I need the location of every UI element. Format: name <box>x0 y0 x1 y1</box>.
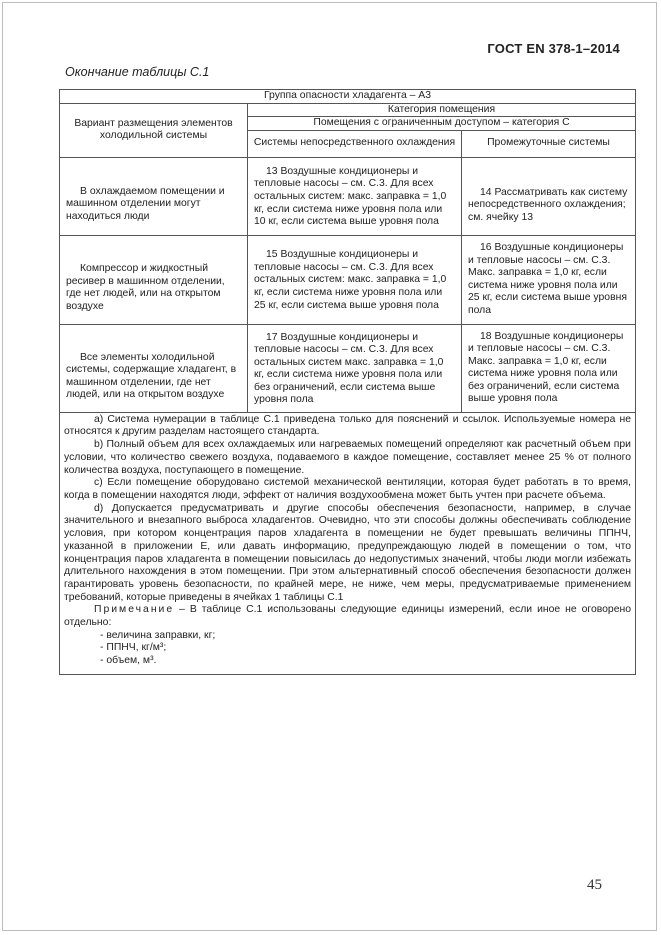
table-footnotes <box>60 412 636 674</box>
intermediate-cell: 14 Рассматривать как систему непосредственного охлаждения; см. ячейку 13 <box>462 157 636 235</box>
unit-item: - объем, м³. <box>100 655 157 667</box>
standard-designation: ГОСТ EN 378-1–2014 <box>487 41 620 56</box>
document-page <box>2 2 657 931</box>
group-header: Группа опасности хладагента – А3 <box>60 90 636 104</box>
variant-cell: Все элементы холодильной системы, содержащие хладагент, в машинном отделении, где нет людей, или на открытом воздухе <box>60 324 248 412</box>
unit-item: - ППНЧ, кг/м³; <box>100 642 167 654</box>
variant-cell: Компрессор и жидкостный ресивер в машинном отделении, где нет людей, или на открытом воздухе <box>60 235 248 324</box>
note-label: Примечание <box>94 604 175 616</box>
table-row <box>60 235 636 324</box>
direct-cooling-cell: 17 Воздушные кондиционеры и тепловые насосы – см. С.3. Для всех остальных систем макс. заправка = 1,0 кг, если система ниже уровня пола или без ограничений, если система выше уровня пола <box>248 324 462 412</box>
variant-column-header: Вариант размещения элементов холодильной системы <box>60 103 248 157</box>
note-text: – В таблице С.1 использованы следующие единицы измерений, если иное не оговорено отдельно: <box>64 604 631 629</box>
refrigerant-table <box>59 89 636 675</box>
footnote-c: с) Если помещение оборудовано системой механической вентиляции, которая будет работать в то время, когда в помещении находятся люди, эффект от наличия воздухообмена может быть учтен при расчете объема. <box>64 477 631 501</box>
table-continuation-title: Окончание таблицы С.1 <box>65 65 210 79</box>
group-header-row <box>60 90 636 104</box>
intermediate-cell: 16 Воздушные кондиционеры и тепловые насосы – см. С.3. Макс. заправка = 1,0 кг, если система ниже уровня пола или 25 кг, если система выше уровня пола <box>462 235 636 324</box>
intermediate-header: Промежуточные системы <box>462 130 636 157</box>
direct-cooling-header: Системы непосредственного охлаждения <box>248 130 462 157</box>
table-row <box>60 324 636 412</box>
limited-access-header: Помещения с ограниченным доступом – категория С <box>248 117 636 131</box>
footnote-d: d) Допускается предусматривать и другие способы обеспечения безопасности, например, в случае значительного и внезапного выброса хладагентов. Очевидно, что эти способы должны обеспечивать соблюдение условия, при котором концентрация паров хладагента в помещении не будет превышать величины ППНЧ, указанной в приложении Е, или давать информацию, предупреждающую людей в помещении о том, что концентрация паров хладагента в помещении повысилась до недопустимых значений, чтобы люди могли избежать длительного нахождения в этом помещении. При этом альтернативный способ обеспечения безопасности должен гарантировать уровень безопасности, по крайней мере, не ниже, чем меры, предусматриваемые применением требований, которые приведены в ячейках 1 таблицы С.1 <box>64 502 631 603</box>
table-row <box>60 157 636 235</box>
intermediate-cell: 18 Воздушные кондиционеры и тепловые насосы – см. С.3. Макс. заправка = 1,0 кг, если система ниже уровня пола или без ограничений, если система выше уровня пола <box>462 324 636 412</box>
note <box>64 604 631 629</box>
footnote-a: а) Система нумерации в таблице С.1 приведена только для пояснений и ссылок. Используемые номера не относятся к другим разделам настоящего стандарта. <box>64 413 631 438</box>
page-number: 45 <box>587 877 602 893</box>
unit-item: - величина заправки, кг; <box>100 629 216 641</box>
variant-cell: В охлаждаемом помещении и машинном отделении могут находиться люди <box>60 157 248 235</box>
direct-cooling-cell: 15 Воздушные кондиционеры и тепловые насосы – см. С.3. Для всех остальных систем: макс. заправка = 1,0 кг, если система ниже уровня пола или 25 кг, если система выше уровня пола <box>248 235 462 324</box>
room-category-header: Категория помещения <box>248 103 636 117</box>
direct-cooling-cell: 13 Воздушные кондиционеры и тепловые насосы – см. С.3. Для всех остальных систем: макс. заправка = 1,0 кг, если система ниже уровня пола или 10 кг, если система выше уровня пола <box>248 157 462 235</box>
notes-row <box>60 412 636 674</box>
footnote-b: b) Полный объем для всех охлаждаемых или нагреваемых помещений определяют как расчетный объем при условии, что количество свежего воздуха, подаваемого в каждое помещение, составляет менее 25 % от полного количества воздуха, поступающего в помещение. <box>64 439 631 476</box>
